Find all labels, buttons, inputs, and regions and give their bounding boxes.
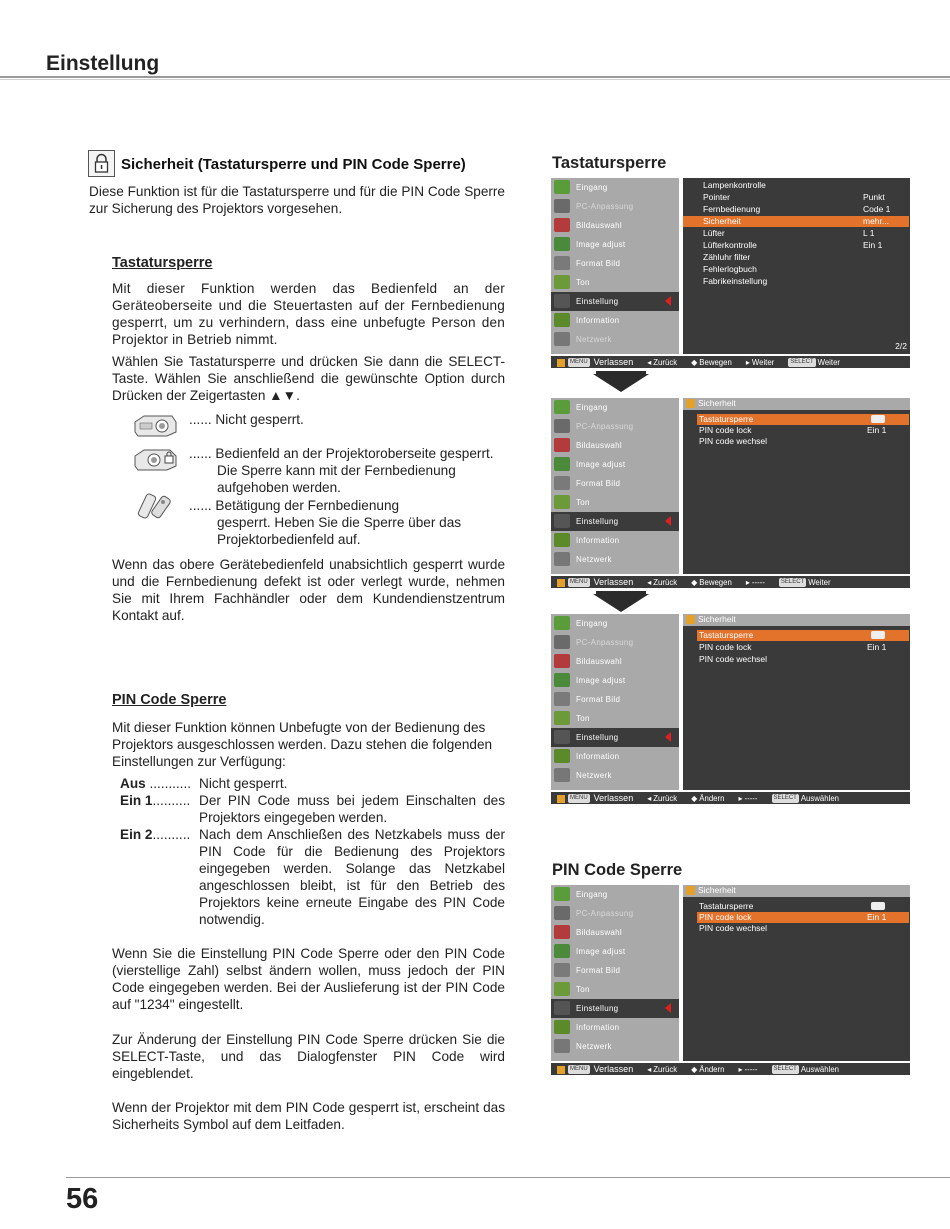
image-select-icon [554,925,570,939]
sidebar-item-label: Netzwerk [576,335,612,344]
menu-row[interactable] [683,240,909,251]
guide-item [691,1064,724,1076]
sidebar-item-einstellung[interactable] [551,292,679,311]
menu-row[interactable] [683,216,909,227]
menu-row[interactable] [697,630,909,641]
pin-paragraph-4: Wenn der Projektor mit dem PIN Code gesperrt ist, erscheint das Sicherheits Symbol auf dem Leitfaden. [112,1100,505,1132]
guide-item [594,792,634,804]
guide-item [691,357,732,369]
menu-panel [683,885,910,1061]
guide-item [647,1064,677,1076]
pin-ein1-text: Der PIN Code muss bei jedem Einschalten des Projektors eingegeben werden. [199,793,505,825]
sidebar-item-netzwerk[interactable] [551,1037,679,1056]
menu-row[interactable] [697,912,909,923]
lock-icon [557,1066,565,1074]
sidebar-item-ton[interactable] [551,709,679,728]
guide-item-label: ▸ ----- [738,794,758,803]
sidebar-item-information[interactable] [551,1018,679,1037]
sidebar-item-label: PC-Anpassung [576,422,634,431]
menu-sidebar [551,885,679,1061]
sidebar-item-image-adjust[interactable] [551,235,679,254]
tastatur-paragraph-3: Wenn das obere Gerätebedienfeld unabsichtlich gesperrt wurde und die Fernbedienung defekt ist oder verlegt wurde, nehmen Sie mit Ihrem Fachhändler oder dem Kundendienstzentrum Kontakt auf. [112,557,505,623]
panel-header-label: Sicherheit [698,398,736,408]
sidebar-item-label: Ton [576,278,590,287]
menu-row[interactable] [697,436,909,447]
guide-item-label: Verlassen [593,1064,634,1074]
menu-sidebar [551,398,679,574]
pointer-arrow-icon [665,296,671,306]
tastatursperre-heading: Tastatursperre [112,255,213,271]
sidebar-item-information[interactable] [551,311,679,330]
sidebar-item-netzwerk[interactable] [551,550,679,569]
option-panel-locked-3: aufgehoben werden. [217,480,341,495]
menu-row[interactable] [697,923,909,934]
menu-screen-3 [551,614,910,804]
guide-item-label: Weiter [808,578,831,587]
guide-item [594,356,634,368]
guide-item-label: Auswählen [800,1065,839,1074]
sidebar-item-format-bild[interactable] [551,254,679,273]
guide-item [746,357,774,369]
image-select-icon [554,654,570,668]
selector-icon [871,415,885,423]
menu-row[interactable] [683,264,909,275]
guide-item-label: ◆ Ändern [691,794,725,803]
image-adjust-icon [554,457,570,471]
lock-icon [686,399,695,408]
sidebar-item-netzwerk[interactable] [551,330,679,349]
sidebar-item-label: Einstellung [576,1004,619,1013]
pin-ein2-label [120,826,190,843]
sidebar-item-label: Bildauswahl [576,221,622,230]
input-icon [554,400,570,414]
sidebar-item-image-adjust[interactable] [551,671,679,690]
guide-item-label: Weiter [817,358,841,367]
image-select-icon [554,438,570,452]
menu-row-label: PIN code wechsel [699,436,768,446]
page-title: Einstellung [46,52,160,75]
sidebar-item-label: Format Bild [576,966,621,975]
menu-guide-bar [551,576,910,588]
guide-item [691,577,732,589]
sidebar-item-ton[interactable] [551,493,679,512]
screen-icon [554,476,570,490]
sidebar-item-label: Information [576,1023,620,1032]
sidebar-item-label: Netzwerk [576,555,612,564]
down-arrow-2 [593,594,649,612]
image-adjust-icon [554,673,570,687]
sidebar-item-label: Image adjust [576,240,626,249]
projector-locked-icon [132,444,178,479]
guide-item-label: ▸ Weiter [745,358,775,367]
selector-icon [871,902,885,910]
sidebar-item-ton[interactable] [551,273,679,292]
tastatur-paragraph-1: Mit dieser Funktion werden das Bedienfeld an der Geräteoberseite und die Steuertasten auf der Fernbedienung gesperrt, um zu verhindern, dass eine unbefugte Person den Projektor in Betrieb nimmt. [112,281,505,347]
sidebar-item-information[interactable] [551,747,679,766]
menu-row-value: L 1 [863,228,875,238]
menu-row-label: Lüfterkontrolle [703,240,757,250]
sidebar-item-pc-anpassung[interactable] [551,197,679,216]
sidebar-item-label: Einstellung [576,517,619,526]
option-remote-locked-3: Projektorbedienfeld auf. [217,532,361,547]
select-key: SELECT [780,579,805,586]
guide-item-label: ◆ Ändern [691,1065,725,1074]
option-remote-locked-1: ...... Betätigung der Fernbedienung [189,498,400,513]
menu-row-label: Lüfter [703,228,725,238]
menu-panel [683,178,910,354]
menu-row-label: PIN code wechsel [699,654,768,664]
pc-adjust-icon [554,635,570,649]
sidebar-item-label: Netzwerk [576,1042,612,1051]
menu-row-value: Ein 1 [867,425,887,435]
menu-row[interactable] [683,252,909,263]
menu-row-label: PIN code wechsel [699,923,768,933]
menu-row[interactable] [683,204,909,215]
menu-row-label: PIN code lock [699,425,752,435]
menu-screen-2 [551,398,910,588]
sound-icon [554,982,570,996]
menu-row-label: PIN code lock [699,642,752,652]
setting-icon [554,294,570,308]
sidebar-item-bildauswahl[interactable] [551,923,679,942]
sidebar-item-label: Image adjust [576,947,626,956]
pin-paragraph-3: Zur Änderung der Einstellung PIN Code Sperre drücken Sie die SELECT-Taste, und das Dialogfenster PIN Code wird eingeblendet. [112,1032,505,1081]
menu-sidebar [551,614,679,790]
guide-item [746,577,765,589]
option-unlocked-text: ...... Nicht gesperrt. [189,412,304,427]
information-icon [554,533,570,547]
menu-key: MENU [570,1066,588,1073]
input-icon [554,616,570,630]
pin-aus-label [120,775,191,792]
screen-icon [554,692,570,706]
lock-icon [88,150,115,177]
sidebar-item-bildauswahl[interactable] [551,436,679,455]
network-icon [554,768,570,782]
menu-row[interactable] [697,654,909,665]
information-icon [554,749,570,763]
guide-item [594,1063,634,1075]
sidebar-item-label: Eingang [576,619,608,628]
menu-row-label: Lampenkontrolle [703,180,766,190]
tastatur-paragraph-2: Wählen Sie Tastatursperre und drücken Sie dann die SELECT-Taste. Wählen Sie anschließend die gewünschte Option durch Drücken der Zeigertasten ▲▼. [112,354,505,403]
guide-item-label: ◂ Zurück [647,358,678,367]
setting-icon [554,514,570,528]
sidebar-item-label: PC-Anpassung [576,638,634,647]
menu-row[interactable] [683,276,909,287]
menu-row-label: Sicherheit [703,216,741,226]
menu-row[interactable] [683,192,909,203]
menu-row-value: Ein 1 [863,240,883,250]
pc-adjust-icon [554,199,570,213]
menu-row-label: Tastatursperre [699,630,754,640]
sidebar-item-label: Bildauswahl [576,928,622,937]
guide-item-label: ◆ Bewegen [691,578,732,587]
sidebar-item-einstellung[interactable] [551,999,679,1018]
pin-aus-key: Aus [120,776,146,791]
input-icon [554,180,570,194]
sidebar-item-label: Format Bild [576,479,621,488]
sidebar-item-label: Information [576,752,620,761]
sidebar-item-pc-anpassung[interactable] [551,633,679,652]
sidebar-item-einstellung[interactable] [551,728,679,747]
network-icon [554,552,570,566]
menu-guide-bar [551,792,910,804]
sidebar-item-label: Einstellung [576,733,619,742]
guide-item-label: ◂ Zurück [647,578,678,587]
projector-unlocked-icon [132,408,178,443]
menu-screen-4 [551,885,910,1075]
image-adjust-icon [554,237,570,251]
sidebar-item-einstellung[interactable] [551,512,679,531]
sidebar-item-label: Format Bild [576,695,621,704]
guide-item-label: ◂ Zurück [647,794,678,803]
sidebar-item-bildauswahl[interactable] [551,652,679,671]
sidebar-item-label: Eingang [576,183,608,192]
menu-key: MENU [570,359,588,366]
sidebar-item-eingang[interactable] [551,398,679,417]
screen-icon [554,963,570,977]
panel-header [683,885,910,897]
menu-row-label: PIN code lock [699,912,752,922]
menu-row-value: Code 1 [863,204,891,214]
guide-item-label: Verlassen [593,793,634,803]
intro-text: Diese Funktion ist für die Tastatursperre und für die PIN Code Sperre zur Sicherung des Projektors vorgesehen. [89,184,505,216]
menu-key: MENU [570,795,588,802]
panel-header-label: Sicherheit [698,885,736,895]
pin-ein1-key: Ein 1 [120,793,153,808]
menu-row[interactable] [697,414,909,425]
page-indicator: 2/2 [895,341,907,351]
menu-row-label: Zähluhr filter [703,252,751,262]
menu-row[interactable] [697,642,909,653]
sidebar-item-eingang[interactable] [551,885,679,904]
guide-item [691,793,724,805]
menu-row[interactable] [683,180,909,191]
pin-ein2-key: Ein 2 [120,827,153,842]
sidebar-item-pc-anpassung[interactable] [551,904,679,923]
menu-guide-bar [551,1063,910,1075]
option-panel-locked-2: Die Sperre kann mit der Fernbedienung [217,463,456,478]
panel-header [683,398,910,410]
menu-row-label: Fernbedienung [703,204,761,214]
sidebar-item-label: Eingang [576,403,608,412]
sidebar-item-format-bild[interactable] [551,474,679,493]
menu-row-label: Fehlerlogbuch [703,264,757,274]
guide-item [738,793,757,805]
guide-item [772,793,840,805]
sound-icon [554,495,570,509]
header-rule-thin [0,79,950,80]
menu-row-label: Fabrikeinstellung [703,276,768,286]
sidebar-item-pc-anpassung[interactable] [551,417,679,436]
pin-ein1-dots: .......... [152,793,191,808]
menu-row-label: Tastatursperre [699,901,754,911]
panel-header [683,614,910,626]
sidebar-item-format-bild[interactable] [551,961,679,980]
guide-item [594,576,634,588]
pin-aus-dots: ........... [145,776,192,791]
lock-icon [686,886,695,895]
option-remote-locked-2: gesperrt. Heben Sie die Sperre über das [217,515,462,530]
menu-screen-1 [551,178,910,368]
sound-icon [554,275,570,289]
guide-item-label: ◂ Zurück [647,1065,678,1074]
pin-ein2-dots: .......... [152,827,191,842]
sidebar-item-label: Image adjust [576,676,626,685]
pin-paragraph-1: Mit dieser Funktion können Unbefugte von der Bedienung des Projektors ausgeschlossen werden. Dazu stehen die folgenden Einstellungen zur Verfügung: [112,720,493,769]
guide-item [779,577,831,589]
select-key: SELECT [773,795,797,802]
sidebar-item-image-adjust[interactable] [551,455,679,474]
menu-row[interactable] [697,901,909,912]
image-adjust-icon [554,944,570,958]
input-icon [554,887,570,901]
menu-panel [683,614,910,790]
menu-row[interactable] [683,228,909,239]
menu-sidebar [551,178,679,354]
menu-key: MENU [570,579,588,586]
sidebar-item-label: Bildauswahl [576,657,622,666]
guide-item [788,357,840,369]
pin-ein2-text: Nach dem Anschließen des Netzkabels muss der PIN Code für die Bedienung des Projektors eingegeben werden. Solange das Netzkabel angeschlossen bleibt, ist für den Betrieb des Projektors keine erneute Eingabe des PIN Code notwendig. [199,827,505,927]
pointer-arrow-icon [665,732,671,742]
menu-row-value: Ein 1 [867,912,887,922]
down-arrow-1 [593,374,649,392]
lock-icon [557,359,565,367]
sidebar-item-image-adjust[interactable] [551,942,679,961]
pc-adjust-icon [554,419,570,433]
sidebar-item-label: PC-Anpassung [576,909,634,918]
sidebar-item-label: Format Bild [576,259,621,268]
information-icon [554,313,570,327]
lock-icon [557,795,565,803]
menu-row-label: Pointer [703,192,730,202]
guide-item [647,577,677,589]
pointer-arrow-icon [665,1003,671,1013]
sidebar-item-label: Ton [576,985,590,994]
menu-row-label: Tastatursperre [699,414,754,424]
sidebar-item-eingang[interactable] [551,614,679,633]
lock-icon [557,579,565,587]
header-rule [0,76,950,78]
sidebar-item-label: Netzwerk [576,771,612,780]
pin-aus-text: Nicht gesperrt. [199,776,288,791]
page-number: 56 [66,1183,99,1215]
network-icon [554,1039,570,1053]
guide-item [647,357,677,369]
guide-item-label: ▸ ----- [745,578,765,587]
footer-rule [66,1177,950,1178]
guide-item-label: Verlassen [593,357,634,367]
pin-heading: PIN Code Sperre [112,692,227,708]
information-icon [554,1020,570,1034]
sidebar-item-ton[interactable] [551,980,679,999]
pc-adjust-icon [554,906,570,920]
guide-item-label: Verlassen [593,577,634,587]
section-title: Sicherheit (Tastatursperre und PIN Code Sperre) [121,156,466,173]
guide-item [772,1064,840,1076]
image-select-icon [554,218,570,232]
screen-icon [554,256,570,270]
menu-guide-bar [551,356,910,368]
pin-ein1-label [120,792,190,809]
setting-icon [554,730,570,744]
guide-item-label: ◆ Bewegen [691,358,732,367]
pointer-arrow-icon [665,516,671,526]
select-key: SELECT [790,359,814,366]
sidebar-item-netzwerk[interactable] [551,766,679,785]
sidebar-item-label: Image adjust [576,460,626,469]
guide-item-label: ▸ ----- [738,1065,758,1074]
sidebar-item-eingang[interactable] [551,178,679,197]
tastatursperre-title: Tastatursperre [552,154,667,172]
sidebar-item-label: Ton [576,498,590,507]
menu-row[interactable] [697,425,909,436]
guide-item [647,793,677,805]
panel-header-label: Sicherheit [698,614,736,624]
selector-icon [871,631,885,639]
option-panel-locked-1: ...... Bedienfeld an der Projektoroberseite gesperrt. [189,446,494,461]
menu-row-value: Ein 1 [867,642,887,652]
sidebar-item-bildauswahl[interactable] [551,216,679,235]
sidebar-item-label: PC-Anpassung [576,202,634,211]
sidebar-item-label: Bildauswahl [576,441,622,450]
sidebar-item-label: Einstellung [576,297,619,306]
menu-row-value: Punkt [863,192,885,202]
remote-locked-icon [132,490,178,525]
network-icon [554,332,570,346]
pin-code-sperre-title: PIN Code Sperre [552,861,683,879]
setting-icon [554,1001,570,1015]
guide-item [738,1064,757,1076]
select-key: SELECT [773,1066,797,1073]
menu-row-value: mehr... [863,216,889,226]
sidebar-item-label: Information [576,536,620,545]
guide-item-label: Auswählen [800,794,839,803]
lock-icon [686,615,695,624]
sidebar-item-label: Eingang [576,890,608,899]
sidebar-item-label: Information [576,316,620,325]
sound-icon [554,711,570,725]
sidebar-item-label: Ton [576,714,590,723]
sidebar-item-information[interactable] [551,531,679,550]
sidebar-item-format-bild[interactable] [551,690,679,709]
pin-paragraph-2: Wenn Sie die Einstellung PIN Code Sperre oder den PIN Code (vierstellige Zahl) selbst ändern wollen, muss jedoch der PIN Code eingegeben werden. Bei der Auslieferung ist der PIN Code auf "1234" eingestellt. [112,946,505,1012]
menu-panel [683,398,910,574]
